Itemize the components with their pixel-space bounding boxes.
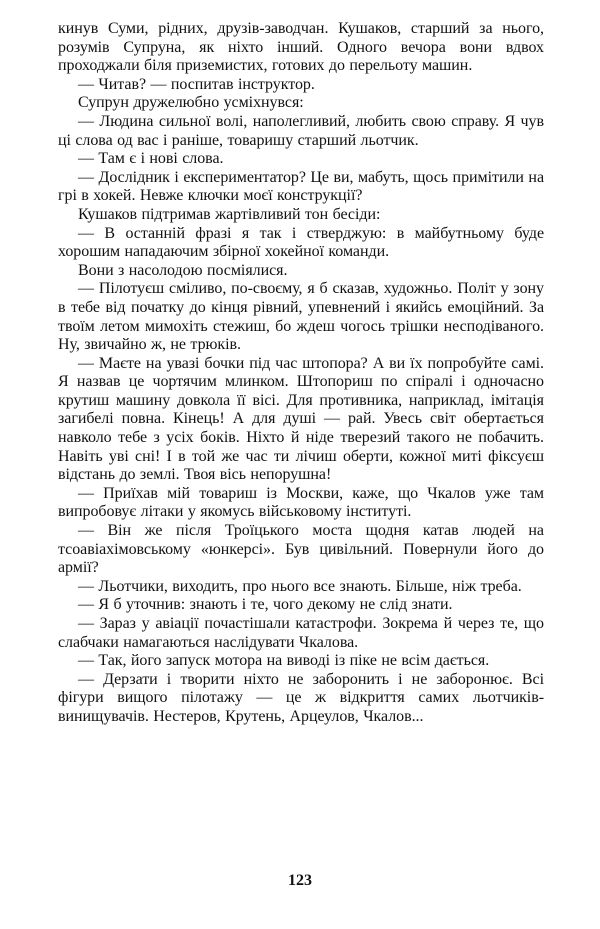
paragraph-2: — Читав? — поспитав інструктор.	[78, 75, 315, 93]
paragraph-5: — Там є і нові слова.	[78, 150, 224, 168]
paragraph-12: — Приїхав мій товариш із Москви, каже, що Чкалов уже там випробовує літаки у якомусь військовому інституті.	[58, 484, 544, 521]
paragraph-11: — Маєте на увазі бочки під час штопора? А ви їх попробуйте самі. Я назвав це чортячим млинком. Штопориш по спіралі і одночасно крутиш машину довкола її вісі. Для противника, наприклад, імітація загибелі повна. Кінець! А для душі — рай. Увесь світ обертається навколо тебе з усіх боків. Ніхто й ніде тверезий такого не побачить. Навіть уві сні! І в той же час ти лічиш оберти, кожної миті фіксуєш відстань до землі. Твоя вісь непорушна!	[58, 354, 544, 484]
paragraph-14: — Льотчики, виходить, про нього все знають. Більше, ніж треба.	[78, 577, 522, 595]
paragraph-13: — Він же після Троїцького моста щодня катав людей на тсоавіахімовському «юнкерсі». Був цивільний. Повернули його до армії?	[58, 522, 544, 577]
page-body	[58, 20, 544, 727]
paragraph-8: — В останній фразі я так і стверджую: в майбутньому буде хорошим нападаючим збірної хокейної команди.	[58, 224, 544, 261]
paragraph-3: Супрун дружелюбно усміхнувся:	[78, 94, 304, 112]
paragraph-16: — Зараз у авіації почастішали катастрофи. Зокрема й через те, що слабчаки намагаються наслідувати Чкалова.	[58, 615, 544, 651]
paragraph-10: — Пілотуєш сміливо, по-своєму, я б сказав, художньо. Політ у зону в тебе від початку до кінця рівний, упевнений і якийсь емоційний. За твоїм летом мимохіть стежиш, бо ждеш чогось трішки несподіваного. Ну, звичайно ж, не трюків.	[58, 280, 544, 354]
paragraph-6: — Дослідник і експериментатор? Це ви, мабуть, щось примітили на грі в хокей. Невже ключки моєї конструкції?	[58, 168, 544, 205]
paragraph-18: — Дерзати і творити ніхто не заборонить і не заборонює. Всі фігури вищого пілотажу — це ж відкриття самих льотчиків-винищувачів. Нестеров, Крутень, Арцеулов, Чкалов...	[58, 670, 544, 725]
paragraph-9: Вони з насолодою посміялися.	[78, 261, 288, 279]
paragraph-4: — Людина сильної волі, наполегливий, любить свою справу. Я чув ці слова од вас і раніше, товаришу старший льотчик.	[58, 112, 544, 149]
paragraph-1: кинув Суми, рідних, друзів-заводчан. Кушаков, старший за нього, розумів Супруна, як ніхто інший. Одного вечора вони вдвох проходжали біля приземистих, готових до перельоту машин.	[58, 20, 544, 75]
page-number: 123	[288, 872, 312, 889]
paragraph-17: — Так, його запуск мотора на виводі із піке не всім дається.	[78, 652, 490, 670]
paragraph-7: Кушаков підтримав жартівливий тон бесіди:	[78, 205, 381, 223]
paragraph-15: — Я б уточнив: знають і те, чого декому не слід знати.	[78, 596, 453, 614]
